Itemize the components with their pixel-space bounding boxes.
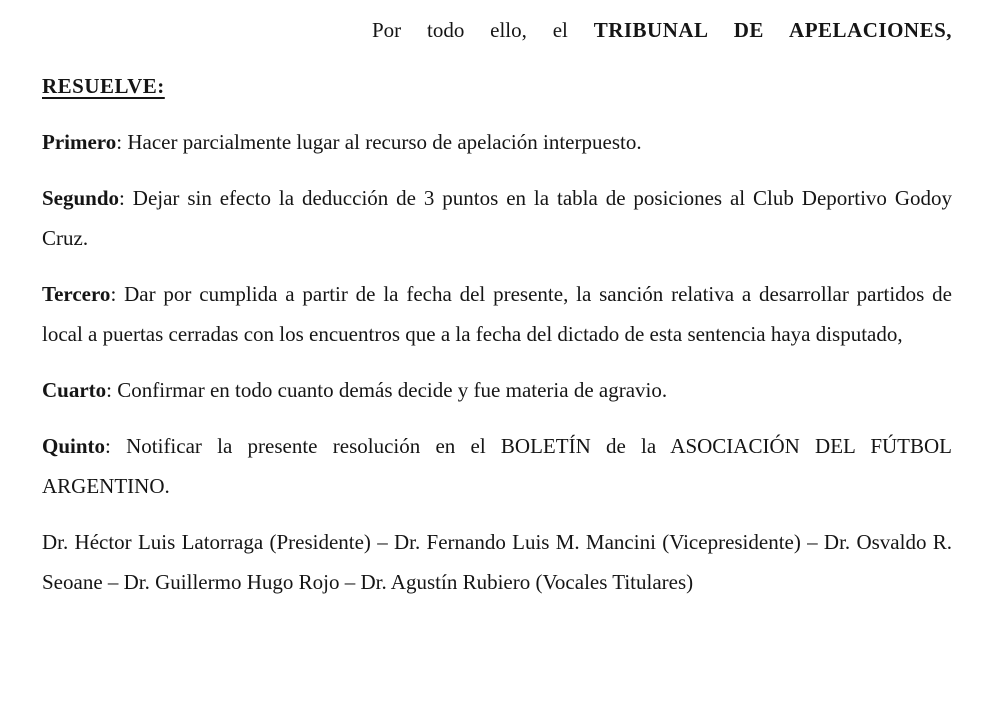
resuelve-heading bbox=[42, 66, 952, 106]
item-label-segundo: Segundo bbox=[42, 186, 120, 210]
resolution-item-quinto bbox=[42, 426, 952, 506]
resolution-item-primero bbox=[42, 122, 952, 162]
item-label-cuarto: Cuarto bbox=[42, 378, 107, 402]
intro-tribunal-text: TRIBUNAL DE APELACIONES, bbox=[593, 18, 953, 42]
item-text-segundo: : Dejar sin efecto la deducción de 3 puntos en la tabla de posiciones al Club Deportivo Godoy Cruz. bbox=[42, 186, 952, 250]
intro-lead-text: Por todo ello, el bbox=[372, 18, 568, 42]
resuelve-heading-text: RESUELVE: bbox=[42, 74, 165, 98]
resolution-item-tercero bbox=[42, 274, 952, 354]
item-label-quinto: Quinto bbox=[42, 434, 106, 458]
signatures-text: Dr. Héctor Luis Latorraga (Presidente) – Dr. Fernando Luis M. Mancini (Vicepresidente) – Dr. Osvaldo R. Seoane – Dr. Guillermo Hugo Rojo – Dr. Agustín Rubiero (Vocales Titulares) bbox=[42, 530, 952, 594]
intro-paragraph bbox=[42, 10, 952, 50]
resolution-item-cuarto bbox=[42, 370, 952, 410]
resolution-item-segundo bbox=[42, 178, 952, 258]
item-text-quinto: : Notificar la presente resolución en el BOLETÍN de la ASOCIACIÓN DEL FÚTBOL ARGENTINO. bbox=[42, 434, 952, 498]
item-label-primero: Primero bbox=[42, 130, 117, 154]
signatures-paragraph bbox=[42, 522, 952, 602]
item-text-primero: : Hacer parcialmente lugar al recurso de apelación interpuesto. bbox=[116, 130, 642, 154]
item-text-cuarto: : Confirmar en todo cuanto demás decide y fue materia de agravio. bbox=[106, 378, 668, 402]
item-label-tercero: Tercero bbox=[42, 282, 111, 306]
item-text-tercero: : Dar por cumplida a partir de la fecha del presente, la sanción relativa a desarrollar partidos de local a puertas cerradas con los encuentros que a la fecha del dictado de esta sentencia haya disputado, bbox=[42, 282, 952, 346]
